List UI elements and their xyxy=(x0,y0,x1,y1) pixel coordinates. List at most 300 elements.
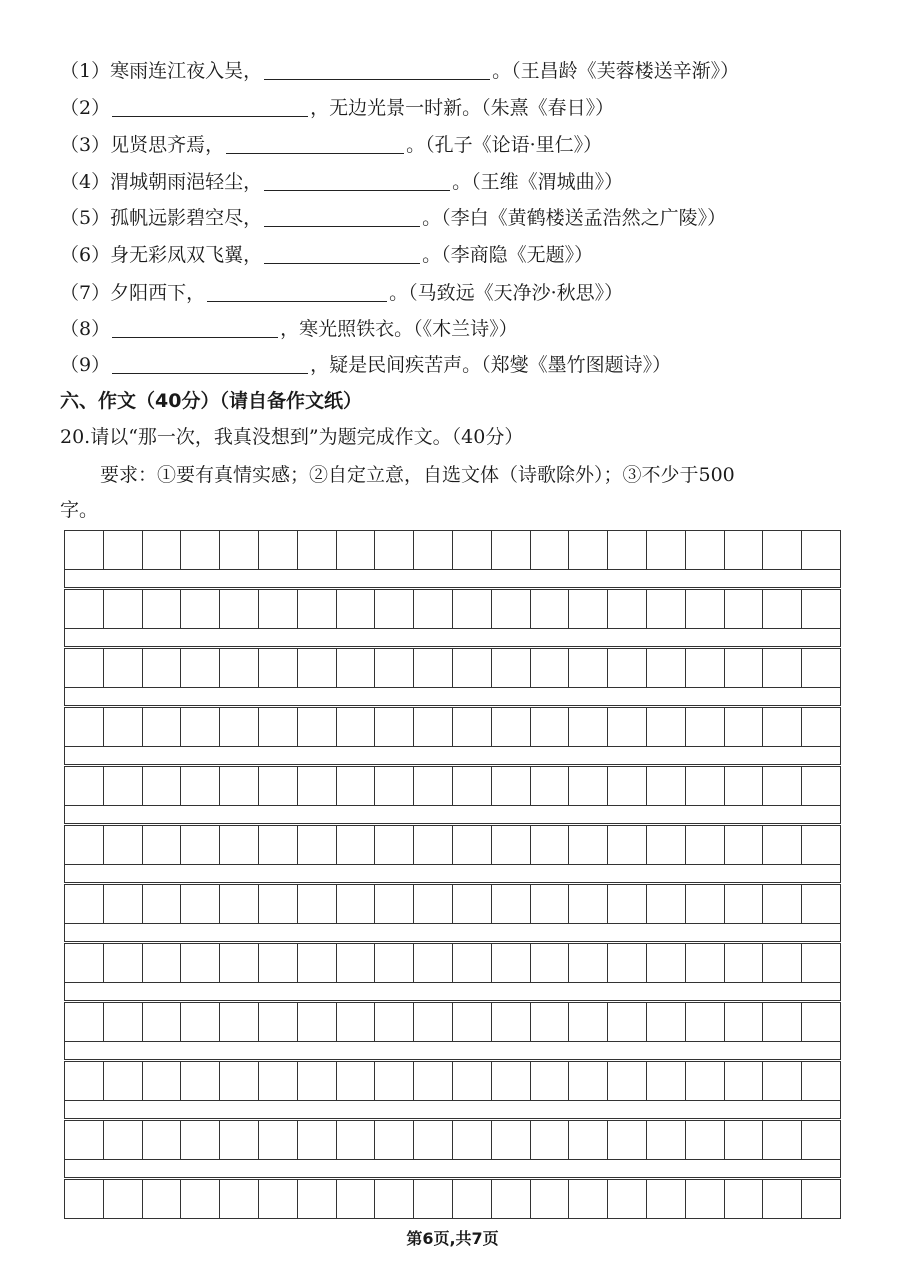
grid-cell[interactable] xyxy=(259,767,298,805)
grid-cell[interactable] xyxy=(686,1180,725,1218)
grid-row xyxy=(64,648,841,688)
grid-cell[interactable] xyxy=(337,1003,376,1041)
grid-cell[interactable] xyxy=(763,1062,802,1100)
grid-cell[interactable] xyxy=(725,767,764,805)
grid-cell[interactable] xyxy=(181,1180,220,1218)
grid-cell[interactable] xyxy=(569,1003,608,1041)
grid-cell[interactable] xyxy=(763,708,802,746)
grid-cell[interactable] xyxy=(298,944,337,982)
grid-cell[interactable] xyxy=(104,649,143,687)
grid-cell[interactable] xyxy=(259,1003,298,1041)
grid-cell[interactable] xyxy=(608,885,647,923)
grid-cell[interactable] xyxy=(802,767,840,805)
grid-cell[interactable] xyxy=(531,767,570,805)
grid-cell[interactable] xyxy=(531,1121,570,1159)
grid-row xyxy=(64,530,841,570)
grid-cell[interactable] xyxy=(802,649,840,687)
grid-cell[interactable] xyxy=(608,826,647,864)
grid-cell[interactable] xyxy=(220,590,259,628)
section-heading: 六、作文（40分）（请自备作文纸） xyxy=(60,390,362,412)
grid-cell[interactable] xyxy=(492,885,531,923)
grid-cell[interactable] xyxy=(337,708,376,746)
grid-cell[interactable] xyxy=(686,649,725,687)
grid-cell[interactable] xyxy=(65,826,104,864)
grid-row xyxy=(64,1179,841,1219)
grid-row xyxy=(64,1061,841,1101)
poem-text-after: ，无边光景一时新。（朱熹《春日》） xyxy=(310,97,615,119)
answer-blank[interactable] xyxy=(112,317,278,338)
grid-cell[interactable] xyxy=(453,531,492,569)
grid-cell[interactable] xyxy=(531,708,570,746)
grid-row xyxy=(64,825,841,865)
grid-cell[interactable] xyxy=(608,531,647,569)
grid-cell[interactable] xyxy=(414,1062,453,1100)
grid-cell[interactable] xyxy=(802,1003,840,1041)
grid-cell[interactable] xyxy=(725,1062,764,1100)
grid-cell[interactable] xyxy=(337,649,376,687)
grid-cell[interactable] xyxy=(337,944,376,982)
grid-cell[interactable] xyxy=(453,1062,492,1100)
grid-cell[interactable] xyxy=(686,1062,725,1100)
grid-cell[interactable] xyxy=(763,1180,802,1218)
grid-cell[interactable] xyxy=(143,1180,182,1218)
grid-cell[interactable] xyxy=(414,1003,453,1041)
poem-text-after: ，寒光照铁衣。（《木兰诗》） xyxy=(280,318,518,340)
grid-cell[interactable] xyxy=(647,649,686,687)
grid-cell[interactable] xyxy=(492,944,531,982)
poem-item-5 xyxy=(60,205,726,231)
grid-cell[interactable] xyxy=(763,1003,802,1041)
grid-cell[interactable] xyxy=(298,708,337,746)
grid-row xyxy=(64,1002,841,1042)
grid-cell[interactable] xyxy=(298,767,337,805)
grid-cell[interactable] xyxy=(298,1003,337,1041)
grid-cell[interactable] xyxy=(531,590,570,628)
grid-cell[interactable] xyxy=(608,944,647,982)
poem-text-before: 夕阳西下， xyxy=(110,282,206,304)
grid-cell[interactable] xyxy=(492,708,531,746)
grid-cell[interactable] xyxy=(686,885,725,923)
grid-cell[interactable] xyxy=(531,531,570,569)
grid-cell[interactable] xyxy=(725,944,764,982)
grid-cell[interactable] xyxy=(802,826,840,864)
grid-cell[interactable] xyxy=(414,944,453,982)
essay-question: 20.请以“那一次，我真没想到”为题完成作文。（40分） xyxy=(60,426,524,448)
grid-cell[interactable] xyxy=(763,590,802,628)
grid-cell[interactable] xyxy=(375,649,414,687)
grid-cell[interactable] xyxy=(414,1121,453,1159)
grid-cell[interactable] xyxy=(686,944,725,982)
grid-cell[interactable] xyxy=(104,1003,143,1041)
grid-cell[interactable] xyxy=(763,649,802,687)
grid-cell[interactable] xyxy=(104,885,143,923)
grid-cell[interactable] xyxy=(802,708,840,746)
grid-cell[interactable] xyxy=(259,1121,298,1159)
grid-cell[interactable] xyxy=(220,1003,259,1041)
grid-cell[interactable] xyxy=(104,1062,143,1100)
grid-cell[interactable] xyxy=(259,590,298,628)
grid-cell[interactable] xyxy=(375,944,414,982)
poem-text-after: 。（王昌龄《芙蓉楼送辛渐》） xyxy=(492,60,740,82)
grid-cell[interactable] xyxy=(686,1121,725,1159)
grid-cell[interactable] xyxy=(569,649,608,687)
grid-cell[interactable] xyxy=(375,1003,414,1041)
poem-text-after: 。（李白《黄鹤楼送孟浩然之广陵》） xyxy=(422,207,727,229)
grid-cell[interactable] xyxy=(375,1121,414,1159)
grid-cell[interactable] xyxy=(608,1180,647,1218)
grid-cell[interactable] xyxy=(414,708,453,746)
grid-row xyxy=(64,943,841,983)
grid-cell[interactable] xyxy=(763,531,802,569)
grid-cell[interactable] xyxy=(143,531,182,569)
grid-cell[interactable] xyxy=(686,590,725,628)
grid-cell[interactable] xyxy=(725,826,764,864)
grid-cell[interactable] xyxy=(104,708,143,746)
answer-blank[interactable] xyxy=(112,96,308,117)
answer-blank[interactable] xyxy=(207,281,387,302)
grid-cell[interactable] xyxy=(414,767,453,805)
grid-cell[interactable] xyxy=(181,649,220,687)
grid-cell[interactable] xyxy=(337,531,376,569)
grid-cell[interactable] xyxy=(65,1062,104,1100)
grid-cell[interactable] xyxy=(375,1062,414,1100)
grid-cell[interactable] xyxy=(802,590,840,628)
item-number: （9） xyxy=(60,354,111,376)
grid-cell[interactable] xyxy=(725,885,764,923)
grid-row xyxy=(64,884,841,924)
grid-cell[interactable] xyxy=(763,767,802,805)
grid-cell[interactable] xyxy=(531,944,570,982)
grid-cell[interactable] xyxy=(414,590,453,628)
grid-cell[interactable] xyxy=(569,767,608,805)
grid-cell[interactable] xyxy=(375,708,414,746)
grid-spacer xyxy=(64,1159,841,1178)
grid-cell[interactable] xyxy=(453,649,492,687)
grid-cell[interactable] xyxy=(492,649,531,687)
grid-spacer xyxy=(64,864,841,883)
grid-cell[interactable] xyxy=(65,767,104,805)
grid-cell[interactable] xyxy=(608,1062,647,1100)
grid-spacer xyxy=(64,923,841,942)
grid-cell[interactable] xyxy=(647,708,686,746)
grid-cell[interactable] xyxy=(453,944,492,982)
grid-cell[interactable] xyxy=(259,944,298,982)
grid-cell[interactable] xyxy=(220,1062,259,1100)
grid-row xyxy=(64,766,841,806)
grid-cell[interactable] xyxy=(531,826,570,864)
grid-cell[interactable] xyxy=(259,531,298,569)
grid-cell[interactable] xyxy=(608,767,647,805)
grid-cell[interactable] xyxy=(569,590,608,628)
grid-cell[interactable] xyxy=(65,708,104,746)
grid-cell[interactable] xyxy=(259,1180,298,1218)
grid-cell[interactable] xyxy=(647,767,686,805)
grid-cell[interactable] xyxy=(686,826,725,864)
grid-cell[interactable] xyxy=(259,885,298,923)
grid-cell[interactable] xyxy=(337,885,376,923)
grid-cell[interactable] xyxy=(763,826,802,864)
grid-cell[interactable] xyxy=(492,590,531,628)
grid-cell[interactable] xyxy=(65,531,104,569)
grid-cell[interactable] xyxy=(220,649,259,687)
grid-cell[interactable] xyxy=(220,708,259,746)
grid-cell[interactable] xyxy=(143,708,182,746)
grid-cell[interactable] xyxy=(763,1121,802,1159)
grid-cell[interactable] xyxy=(492,826,531,864)
grid-cell[interactable] xyxy=(143,1062,182,1100)
grid-cell[interactable] xyxy=(143,826,182,864)
grid-cell[interactable] xyxy=(104,1121,143,1159)
grid-cell[interactable] xyxy=(181,590,220,628)
grid-cell[interactable] xyxy=(375,767,414,805)
grid-cell[interactable] xyxy=(802,944,840,982)
grid-cell[interactable] xyxy=(104,767,143,805)
grid-cell[interactable] xyxy=(453,885,492,923)
grid-cell[interactable] xyxy=(298,649,337,687)
answer-blank[interactable] xyxy=(264,206,420,227)
grid-cell[interactable] xyxy=(65,885,104,923)
grid-cell[interactable] xyxy=(181,708,220,746)
poem-item-9 xyxy=(60,352,671,378)
grid-cell[interactable] xyxy=(647,1003,686,1041)
grid-cell[interactable] xyxy=(259,649,298,687)
grid-cell[interactable] xyxy=(298,1121,337,1159)
grid-cell[interactable] xyxy=(143,767,182,805)
grid-cell[interactable] xyxy=(531,1062,570,1100)
grid-cell[interactable] xyxy=(143,885,182,923)
grid-cell[interactable] xyxy=(569,944,608,982)
grid-spacer xyxy=(64,687,841,706)
essay-requirements-cont: 字。 xyxy=(60,499,99,521)
answer-blank[interactable] xyxy=(112,353,308,374)
grid-cell[interactable] xyxy=(337,1121,376,1159)
grid-cell[interactable] xyxy=(220,767,259,805)
grid-cell[interactable] xyxy=(143,590,182,628)
grid-spacer xyxy=(64,805,841,824)
grid-cell[interactable] xyxy=(802,531,840,569)
grid-spacer xyxy=(64,628,841,647)
grid-cell[interactable] xyxy=(647,1062,686,1100)
grid-cell[interactable] xyxy=(569,1062,608,1100)
grid-cell[interactable] xyxy=(608,1003,647,1041)
grid-cell[interactable] xyxy=(453,1121,492,1159)
grid-cell[interactable] xyxy=(337,826,376,864)
poem-item-3 xyxy=(60,132,602,158)
item-number: （1） xyxy=(60,60,111,82)
grid-cell[interactable] xyxy=(647,944,686,982)
grid-cell[interactable] xyxy=(104,531,143,569)
grid-cell[interactable] xyxy=(259,826,298,864)
grid-cell[interactable] xyxy=(647,590,686,628)
grid-cell[interactable] xyxy=(375,1180,414,1218)
grid-cell[interactable] xyxy=(259,708,298,746)
grid-cell[interactable] xyxy=(647,885,686,923)
grid-cell[interactable] xyxy=(725,1003,764,1041)
poem-item-8 xyxy=(60,316,518,342)
poem-text-after: 。（王维《渭城曲》） xyxy=(452,171,624,193)
grid-cell[interactable] xyxy=(181,531,220,569)
grid-cell[interactable] xyxy=(414,826,453,864)
grid-cell[interactable] xyxy=(492,1003,531,1041)
grid-cell[interactable] xyxy=(375,590,414,628)
poem-text-before: 身无彩凤双飞翼， xyxy=(110,244,263,266)
grid-cell[interactable] xyxy=(375,531,414,569)
grid-cell[interactable] xyxy=(763,885,802,923)
poem-text-before: 见贤思齐焉， xyxy=(110,134,225,156)
item-number: （7） xyxy=(60,282,111,304)
grid-cell[interactable] xyxy=(143,1003,182,1041)
poem-text-before: 渭城朝雨浥轻尘， xyxy=(110,171,263,193)
grid-cell[interactable] xyxy=(802,885,840,923)
page-number: 第6页,共7页 xyxy=(406,1229,499,1248)
grid-cell[interactable] xyxy=(531,1003,570,1041)
grid-cell[interactable] xyxy=(181,1003,220,1041)
poem-text-after: ，疑是民间疾苦声。（郑燮《墨竹图题诗》） xyxy=(310,354,672,376)
grid-cell[interactable] xyxy=(181,1062,220,1100)
grid-cell[interactable] xyxy=(65,649,104,687)
item-number: （5） xyxy=(60,207,111,229)
grid-cell[interactable] xyxy=(569,1180,608,1218)
grid-cell[interactable] xyxy=(453,708,492,746)
grid-cell[interactable] xyxy=(104,1180,143,1218)
grid-cell[interactable] xyxy=(298,1180,337,1218)
grid-cell[interactable] xyxy=(569,885,608,923)
answer-blank[interactable] xyxy=(264,243,420,264)
grid-cell[interactable] xyxy=(65,944,104,982)
grid-cell[interactable] xyxy=(298,531,337,569)
grid-cell[interactable] xyxy=(492,1121,531,1159)
item-number: （6） xyxy=(60,244,111,266)
grid-cell[interactable] xyxy=(337,767,376,805)
grid-cell[interactable] xyxy=(181,826,220,864)
composition-grid[interactable] xyxy=(64,530,841,1222)
grid-cell[interactable] xyxy=(492,767,531,805)
grid-cell[interactable] xyxy=(220,531,259,569)
grid-cell[interactable] xyxy=(181,767,220,805)
grid-cell[interactable] xyxy=(608,708,647,746)
answer-blank[interactable] xyxy=(264,170,450,191)
grid-cell[interactable] xyxy=(569,1121,608,1159)
grid-cell[interactable] xyxy=(220,944,259,982)
grid-cell[interactable] xyxy=(686,1003,725,1041)
poem-item-6 xyxy=(60,242,593,268)
grid-cell[interactable] xyxy=(569,826,608,864)
grid-cell[interactable] xyxy=(143,1121,182,1159)
grid-cell[interactable] xyxy=(181,1121,220,1159)
poem-text-before: 孤帆远影碧空尽， xyxy=(110,207,263,229)
poem-item-7 xyxy=(60,280,623,306)
grid-spacer xyxy=(64,746,841,765)
poem-item-4 xyxy=(60,169,623,195)
grid-cell[interactable] xyxy=(763,944,802,982)
grid-cell[interactable] xyxy=(569,708,608,746)
grid-cell[interactable] xyxy=(414,1180,453,1218)
grid-cell[interactable] xyxy=(492,531,531,569)
grid-cell[interactable] xyxy=(337,1062,376,1100)
poem-text-after: 。（孔子《论语·里仁》） xyxy=(406,134,603,156)
grid-cell[interactable] xyxy=(647,531,686,569)
grid-cell[interactable] xyxy=(569,531,608,569)
grid-cell[interactable] xyxy=(492,1062,531,1100)
grid-cell[interactable] xyxy=(220,885,259,923)
grid-spacer xyxy=(64,1041,841,1060)
grid-cell[interactable] xyxy=(337,1180,376,1218)
grid-cell[interactable] xyxy=(143,944,182,982)
grid-cell[interactable] xyxy=(453,1180,492,1218)
grid-cell[interactable] xyxy=(725,708,764,746)
item-number: （3） xyxy=(60,134,111,156)
grid-cell[interactable] xyxy=(802,1180,840,1218)
answer-blank[interactable] xyxy=(264,59,490,80)
grid-cell[interactable] xyxy=(647,1121,686,1159)
grid-cell[interactable] xyxy=(375,826,414,864)
grid-cell[interactable] xyxy=(65,1121,104,1159)
grid-cell[interactable] xyxy=(725,531,764,569)
grid-cell[interactable] xyxy=(453,767,492,805)
grid-cell[interactable] xyxy=(298,885,337,923)
grid-cell[interactable] xyxy=(414,649,453,687)
grid-cell[interactable] xyxy=(414,531,453,569)
grid-cell[interactable] xyxy=(531,885,570,923)
grid-cell[interactable] xyxy=(725,1121,764,1159)
grid-cell[interactable] xyxy=(453,826,492,864)
grid-cell[interactable] xyxy=(104,826,143,864)
essay-requirements: 要求：①要有真情实感；②自定立意，自选文体（诗歌除外）；③不少于500 xyxy=(100,464,735,486)
grid-cell[interactable] xyxy=(375,885,414,923)
poem-text-after: 。（李商隐《无题》） xyxy=(422,244,594,266)
grid-cell[interactable] xyxy=(686,767,725,805)
grid-cell[interactable] xyxy=(220,1180,259,1218)
grid-cell[interactable] xyxy=(104,590,143,628)
grid-cell[interactable] xyxy=(802,1062,840,1100)
grid-cell[interactable] xyxy=(725,649,764,687)
grid-cell[interactable] xyxy=(181,885,220,923)
grid-cell[interactable] xyxy=(725,1180,764,1218)
grid-cell[interactable] xyxy=(492,1180,531,1218)
grid-cell[interactable] xyxy=(220,826,259,864)
grid-cell[interactable] xyxy=(181,944,220,982)
grid-spacer xyxy=(64,982,841,1001)
grid-cell[interactable] xyxy=(298,590,337,628)
grid-cell[interactable] xyxy=(608,1121,647,1159)
grid-cell[interactable] xyxy=(725,590,764,628)
answer-blank[interactable] xyxy=(226,133,404,154)
grid-cell[interactable] xyxy=(298,1062,337,1100)
grid-cell[interactable] xyxy=(608,590,647,628)
grid-cell[interactable] xyxy=(220,1121,259,1159)
grid-cell[interactable] xyxy=(647,1180,686,1218)
grid-cell[interactable] xyxy=(802,1121,840,1159)
grid-cell[interactable] xyxy=(414,885,453,923)
grid-cell[interactable] xyxy=(531,1180,570,1218)
grid-cell[interactable] xyxy=(65,1003,104,1041)
grid-cell[interactable] xyxy=(686,708,725,746)
grid-cell[interactable] xyxy=(65,1180,104,1218)
item-number: （4） xyxy=(60,171,111,193)
grid-cell[interactable] xyxy=(104,944,143,982)
grid-cell[interactable] xyxy=(686,531,725,569)
grid-cell[interactable] xyxy=(647,826,686,864)
grid-cell[interactable] xyxy=(531,649,570,687)
grid-cell[interactable] xyxy=(453,590,492,628)
grid-cell[interactable] xyxy=(65,590,104,628)
grid-cell[interactable] xyxy=(143,649,182,687)
grid-cell[interactable] xyxy=(259,1062,298,1100)
grid-cell[interactable] xyxy=(337,590,376,628)
grid-cell[interactable] xyxy=(608,649,647,687)
grid-cell[interactable] xyxy=(298,826,337,864)
grid-cell[interactable] xyxy=(453,1003,492,1041)
